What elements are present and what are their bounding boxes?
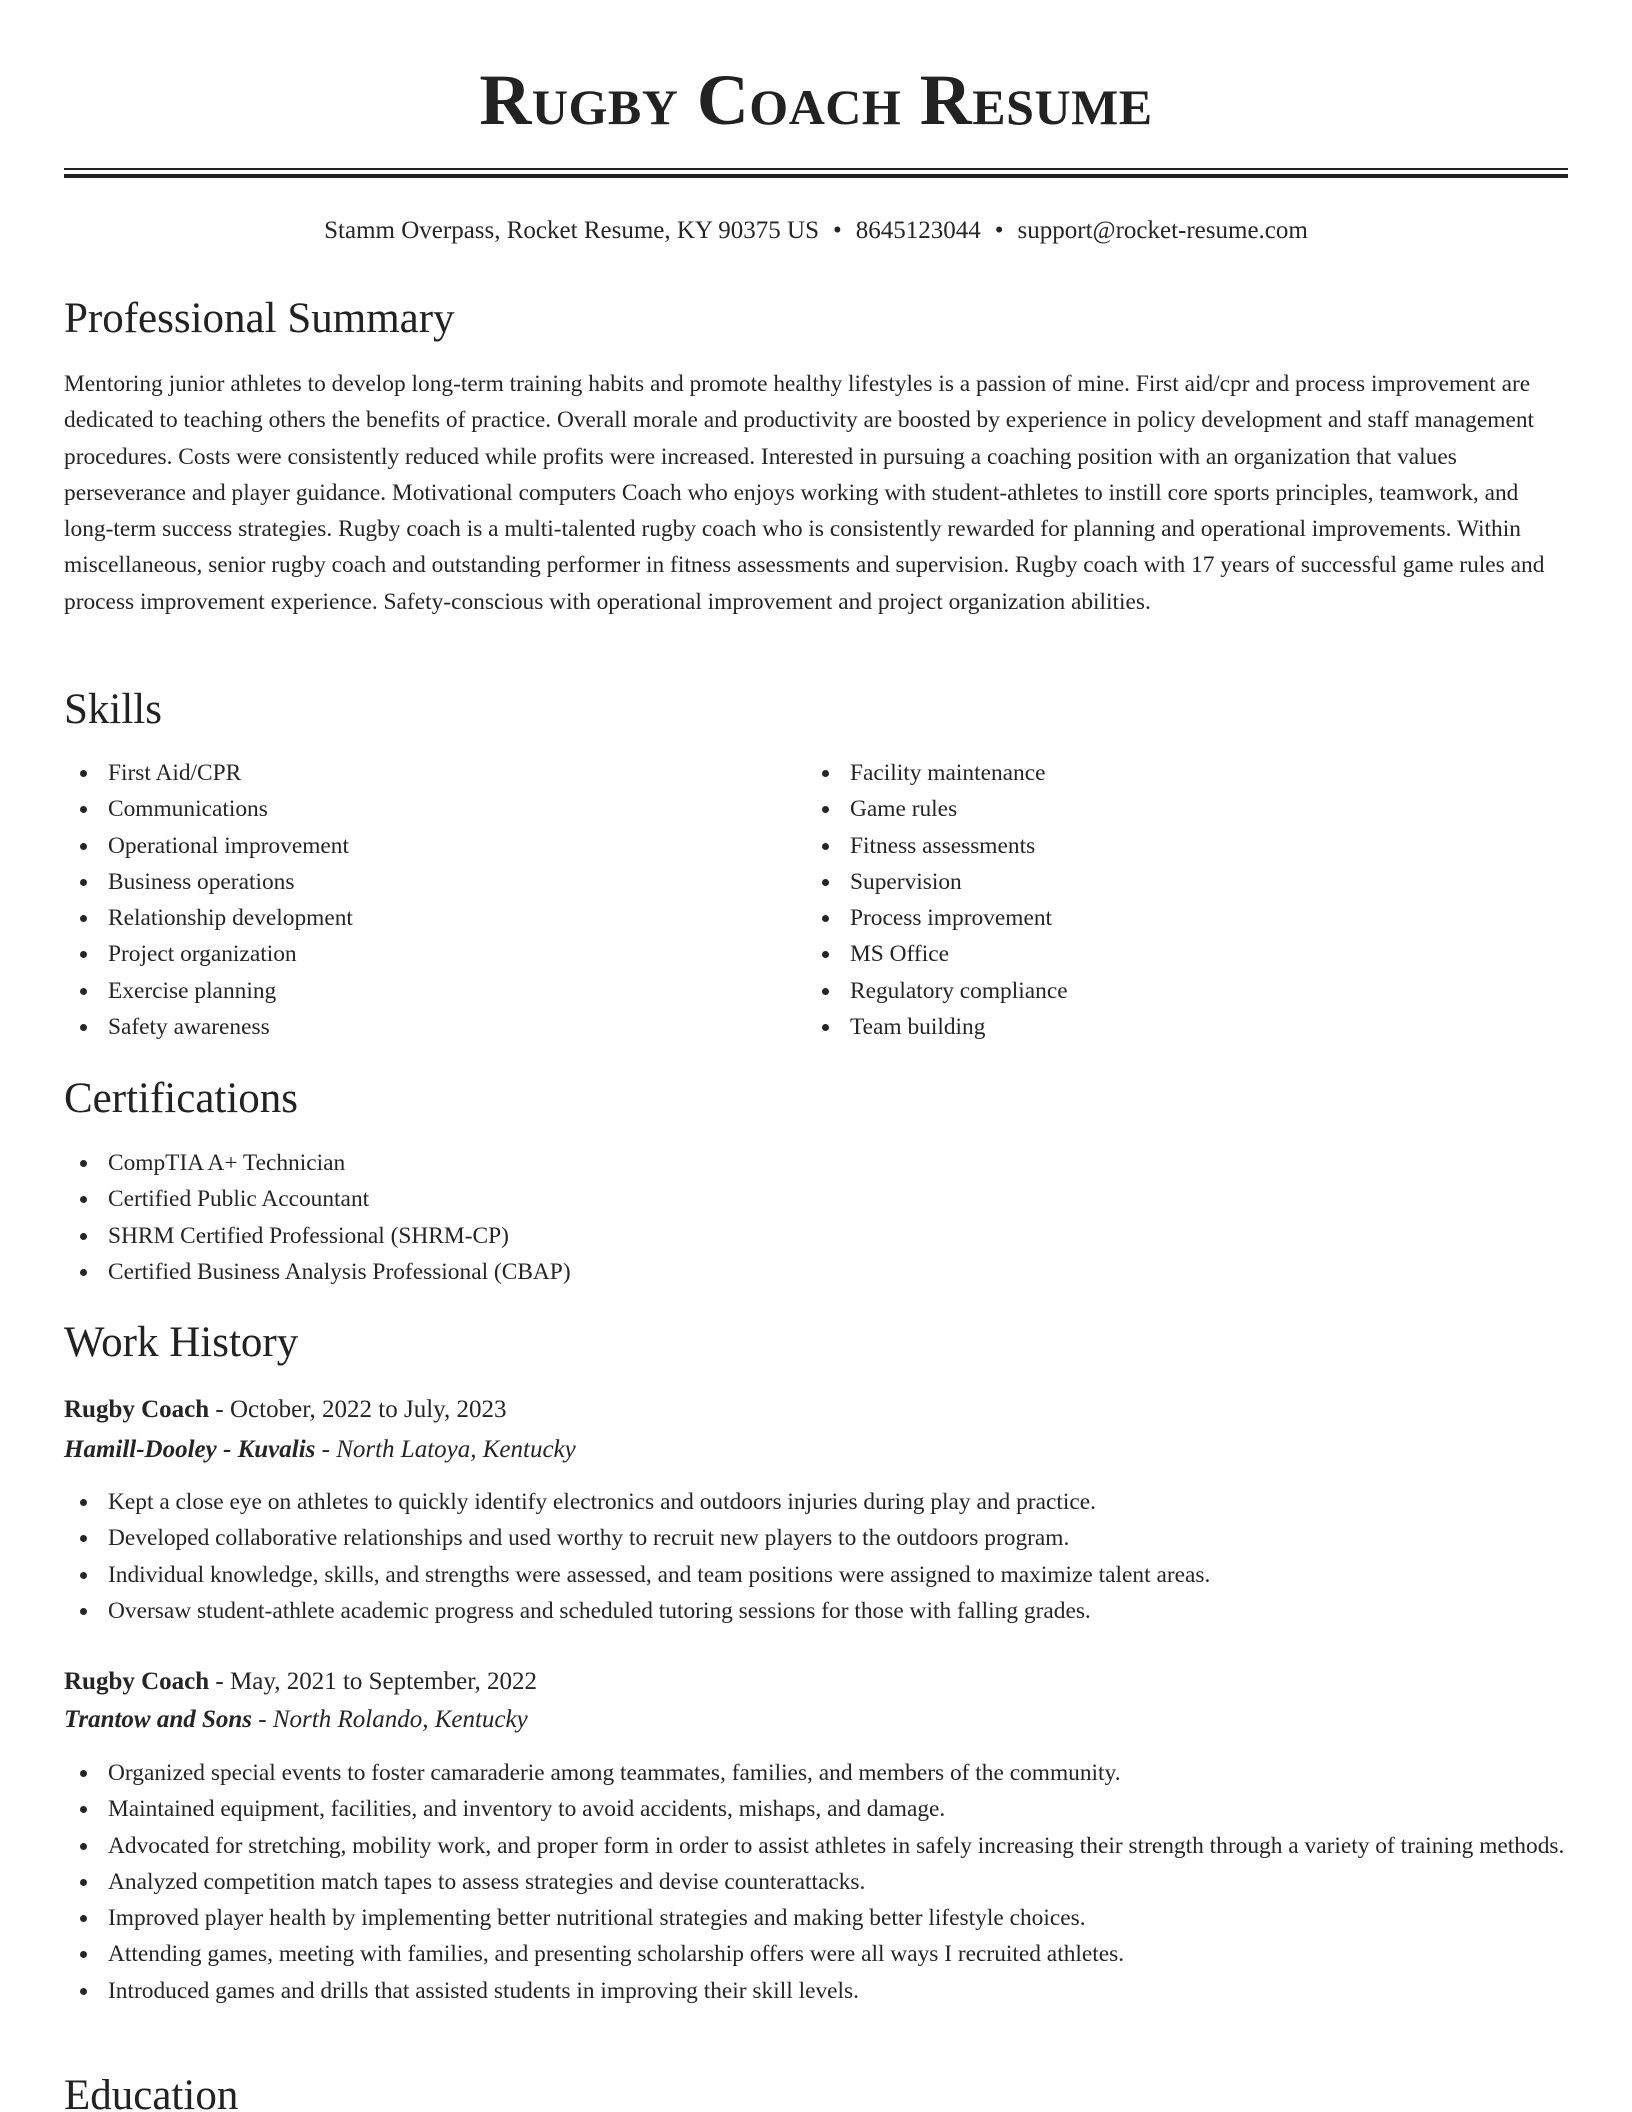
job-bullet: Kept a close eye on athletes to quickly identify electronics and outdoors injuries during play and practice. <box>64 1484 1568 1520</box>
skill-item: MS Office <box>806 936 1506 972</box>
skills-list-right <box>806 755 1506 1045</box>
job-title: Rugby Coach <box>64 1668 210 1695</box>
job-bullets <box>64 1484 1568 1629</box>
job-bullet: Developed collaborative relationships and used worthy to recruit new players to the outdoors program. <box>64 1520 1568 1556</box>
skill-item: Facility maintenance <box>806 755 1506 791</box>
job-location: - North Rolando, Kentucky <box>252 1706 528 1733</box>
header-rule-thick <box>64 174 1568 178</box>
skill-item: Operational improvement <box>64 828 764 864</box>
job-title-line <box>64 1393 507 1427</box>
job-company: Hamill-Dooley - Kuvalis <box>64 1436 316 1463</box>
skills-list-left <box>64 755 764 1045</box>
certification-item: Certified Public Accountant <box>64 1181 1568 1217</box>
skill-item: Exercise planning <box>64 973 764 1009</box>
contact-separator: • <box>994 217 1004 244</box>
skill-item: Project organization <box>64 936 764 972</box>
job-bullet: Attending games, meeting with families, and presenting scholarship offers were all ways I recruited athletes. <box>64 1936 1568 1972</box>
contact-email: support@rocket-resume.com <box>1017 217 1308 244</box>
job-dates: - October, 2022 to July, 2023 <box>209 1396 507 1423</box>
job-bullet: Maintained equipment, facilities, and inventory to avoid accidents, mishaps, and damage. <box>64 1791 1568 1827</box>
job-bullet: Analyzed competition match tapes to assess strategies and devise counterattacks. <box>64 1864 1568 1900</box>
certification-item: Certified Business Analysis Professional (CBAP) <box>64 1254 1568 1290</box>
certifications-list <box>64 1145 1568 1290</box>
skill-item: Regulatory compliance <box>806 973 1506 1009</box>
contact-separator: • <box>833 217 842 244</box>
summary-text: Mentoring junior athletes to develop long-term training habits and promote healthy lifestyles is a passion of mine. First aid/cpr and process improvement are dedicated to teaching others the benefits of practice. Overall morale and productivity are boosted by experience in policy development and staff management procedures. Costs were consistently reduced while profits were increased. Interested in pursuing a coaching position with an organization that values perseverance and player guidance. Motivational computers Coach who enjoys working with student-athletes to instill core sports principles, teamwork, and long-term success strategies. Rugby coach is a multi-talented rugby coach who is consistently rewarded for planning and operational improvements. Within miscellaneous, senior rugby coach and outstanding performer in fitness assessments and supervision. Rugby coach with 17 years of successful game rules and process improvement experience. Safety-conscious with operational improvement and project organization abilities. <box>64 371 1545 615</box>
work-history-heading: Work History <box>64 1319 299 1366</box>
skill-item: Game rules <box>806 791 1506 827</box>
skill-item: First Aid/CPR <box>64 755 764 791</box>
skill-item: Safety awareness <box>64 1009 764 1045</box>
skill-item: Business operations <box>64 864 764 900</box>
resume-title: Rugby Coach Resume <box>479 60 1153 140</box>
job-bullet: Oversaw student-athlete academic progress and scheduled tutoring sessions for those with falling grades. <box>64 1593 1568 1629</box>
skill-item: Fitness assessments <box>806 828 1506 864</box>
job-bullet: Introduced games and drills that assisted students in improving their skill levels. <box>64 1973 1568 2009</box>
job-title: Rugby Coach <box>64 1396 210 1423</box>
certifications-heading: Certifications <box>64 1075 299 1122</box>
contact-line <box>64 214 1568 248</box>
skill-item: Communications <box>64 791 764 827</box>
skill-item: Supervision <box>806 864 1506 900</box>
job-company: Trantow and Sons <box>64 1706 253 1733</box>
job-bullet: Individual knowledge, skills, and strengths were assessed, and team positions were assigned to maximize talent areas. <box>64 1557 1568 1593</box>
education-heading: Education <box>64 2072 239 2112</box>
skill-item: Team building <box>806 1009 1506 1045</box>
job-location: - North Latoya, Kentucky <box>315 1436 576 1463</box>
job-bullet: Advocated for stretching, mobility work, and proper form in order to assist athletes in safely increasing their strength through a variety of training methods. <box>64 1828 1568 1864</box>
job-company-line <box>64 1433 576 1467</box>
skill-item: Relationship development <box>64 900 764 936</box>
skill-item: Process improvement <box>806 900 1506 936</box>
job-bullets <box>64 1755 1568 2009</box>
skills-heading: Skills <box>64 686 162 733</box>
contact-address: Stamm Overpass, Rocket Resume, KY 90375 US <box>324 217 820 244</box>
certification-item: CompTIA A+ Technician <box>64 1145 1568 1181</box>
job-dates: - May, 2021 to September, 2022 <box>209 1668 538 1695</box>
contact-phone: 8645123044 <box>855 217 981 244</box>
header-rule-thin <box>64 168 1568 170</box>
job-company-line <box>64 1703 528 1737</box>
summary-heading: Professional Summary <box>64 295 455 342</box>
job-title-line <box>64 1665 537 1699</box>
job-bullet: Organized special events to foster camaraderie among teammates, families, and members of the community. <box>64 1755 1568 1791</box>
job-bullet: Improved player health by implementing better nutritional strategies and making better lifestyle choices. <box>64 1900 1568 1936</box>
certification-item: SHRM Certified Professional (SHRM-CP) <box>64 1218 1568 1254</box>
